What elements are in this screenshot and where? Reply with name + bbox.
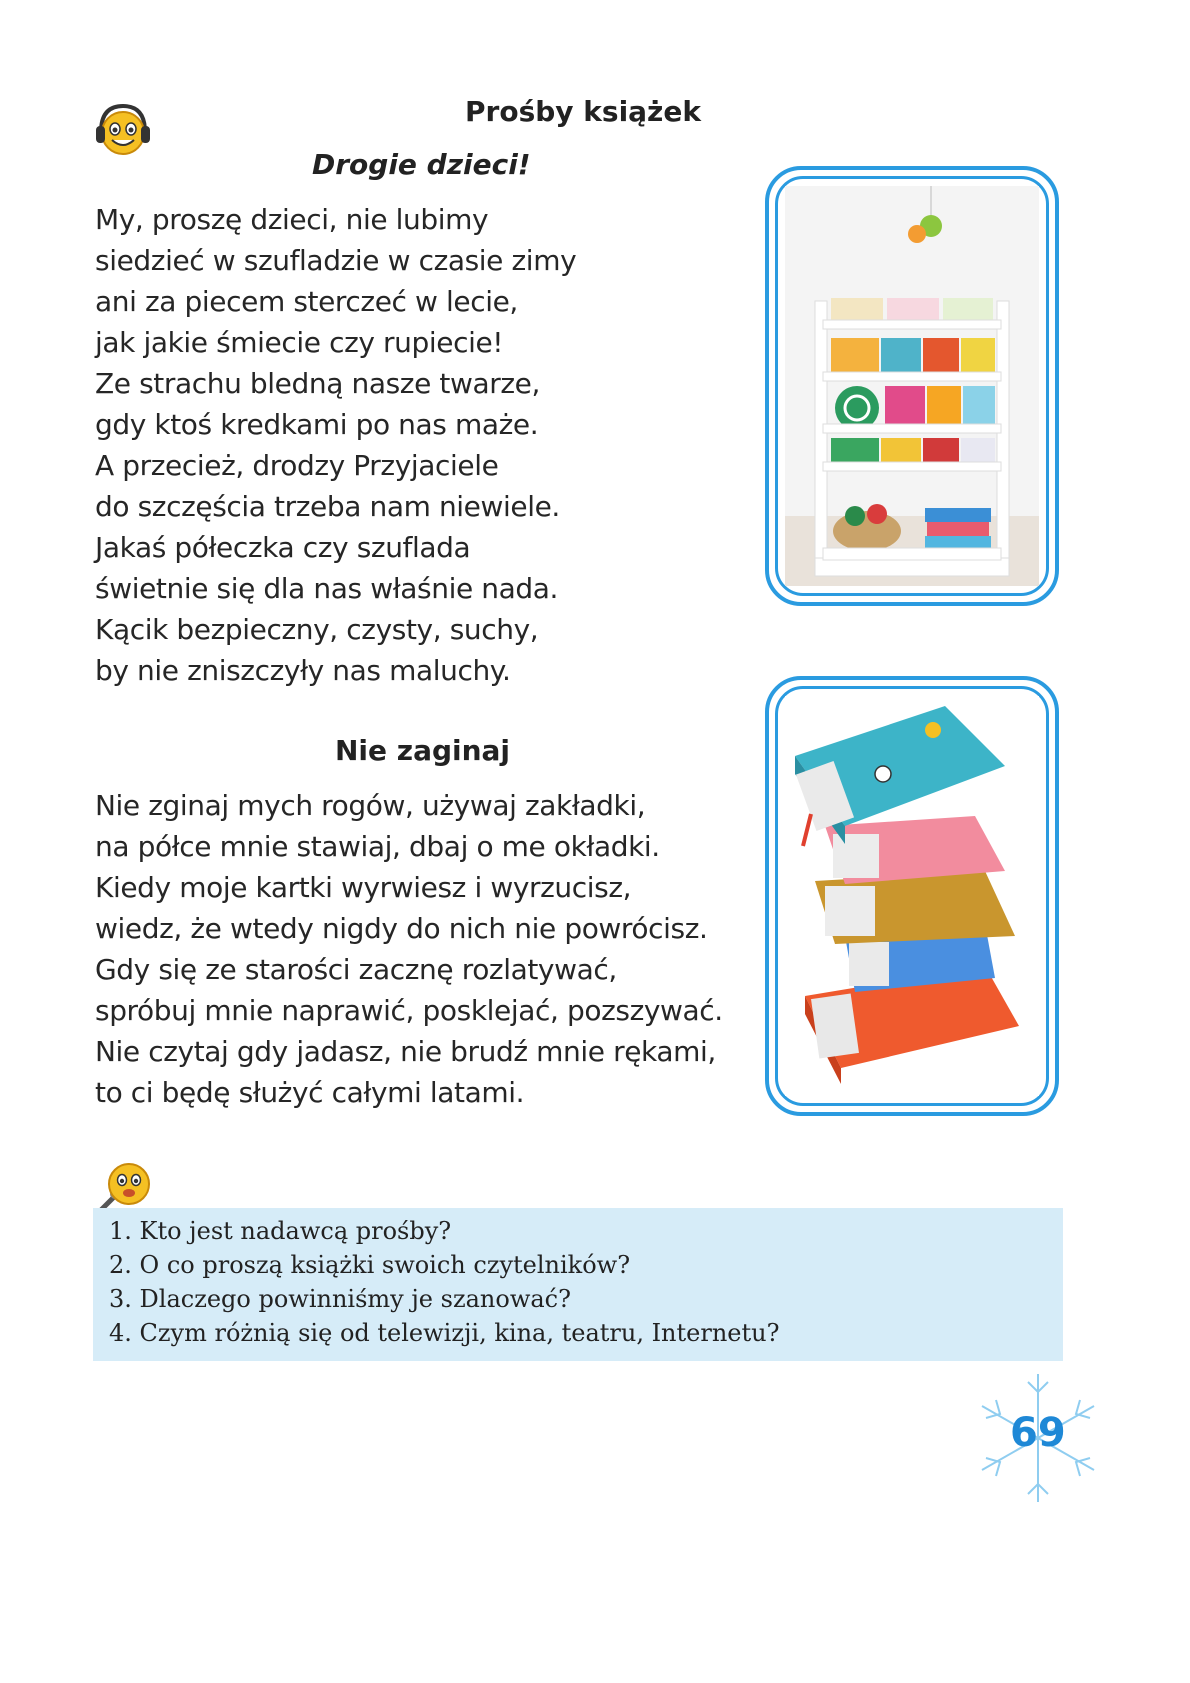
poem-line: My, proszę dzieci, nie lubimy <box>95 203 489 236</box>
poem-line: by nie zniszczyły nas maluchy. <box>95 654 511 687</box>
poem-line: Nie zginaj mych rogów, używaj zakładki, <box>95 789 646 822</box>
bookshelf-illustration <box>785 186 1039 586</box>
question-item: 1. Kto jest nadawcą prośby? <box>109 1217 452 1245</box>
bookshelf-photo-frame <box>765 166 1059 606</box>
poem-line: ani za piecem sterczeć w lecie, <box>95 285 518 318</box>
poem-title-nie-zaginaj: Nie zaginaj <box>335 734 511 767</box>
poem-line: Kiedy moje kartki wyrwiesz i wyrzucisz, <box>95 871 632 904</box>
poem-line: A przecież, drodzy Przyjaciele <box>95 449 499 482</box>
smiley-headphones-icon <box>93 100 153 160</box>
page-number: 69 <box>1010 1410 1066 1456</box>
poem-line: spróbuj mnie naprawić, posklejać, pozszywać. <box>95 994 723 1027</box>
poem-line: jak jakie śmiecie czy rupiecie! <box>95 326 504 359</box>
question-item: 3. Dlaczego powinniśmy je szanować? <box>109 1285 571 1313</box>
poem-line: na półce mnie stawiaj, dbaj o me okładki. <box>95 830 660 863</box>
poem-line: Ze strachu bledną nasze twarze, <box>95 367 540 400</box>
poem-greeting: Drogie dzieci! <box>312 148 531 181</box>
poem-line: Gdy się ze starości zacznę rozlatywać, <box>95 953 617 986</box>
question-item: 2. O co proszą książki swoich czytelników? <box>109 1251 631 1279</box>
poem-line: do szczęścia trzeba nam niewiele. <box>95 490 560 523</box>
poem-line: wiedz, że wtedy nigdy do nich nie powrócisz. <box>95 912 708 945</box>
book-stack-photo-frame <box>765 676 1059 1116</box>
poem-line: świetnie się dla nas właśnie nada. <box>95 572 559 605</box>
poem-line: Jakaś półeczka czy szuflada <box>95 531 471 564</box>
poem-line: to ci będę służyć całymi latami. <box>95 1076 525 1109</box>
questions-box <box>93 1208 1063 1361</box>
poem-title-prosby-ksiazek: Prośby książek <box>465 95 701 128</box>
question-item: 4. Czym różnią się od telewizji, kina, teatru, Internetu? <box>109 1319 780 1347</box>
poem-nie-zaginaj <box>95 785 723 1113</box>
poem-line: siedzieć w szufladzie w czasie zimy <box>95 244 577 277</box>
poem-line: Nie czytaj gdy jadasz, nie brudź mnie rękami, <box>95 1035 716 1068</box>
book-stack-illustration <box>785 696 1039 1096</box>
poem-prosby-ksiazek <box>95 199 576 691</box>
poem-line: Kącik bezpieczny, czysty, suchy, <box>95 613 539 646</box>
poem-line: gdy ktoś kredkami po nas maże. <box>95 408 539 441</box>
